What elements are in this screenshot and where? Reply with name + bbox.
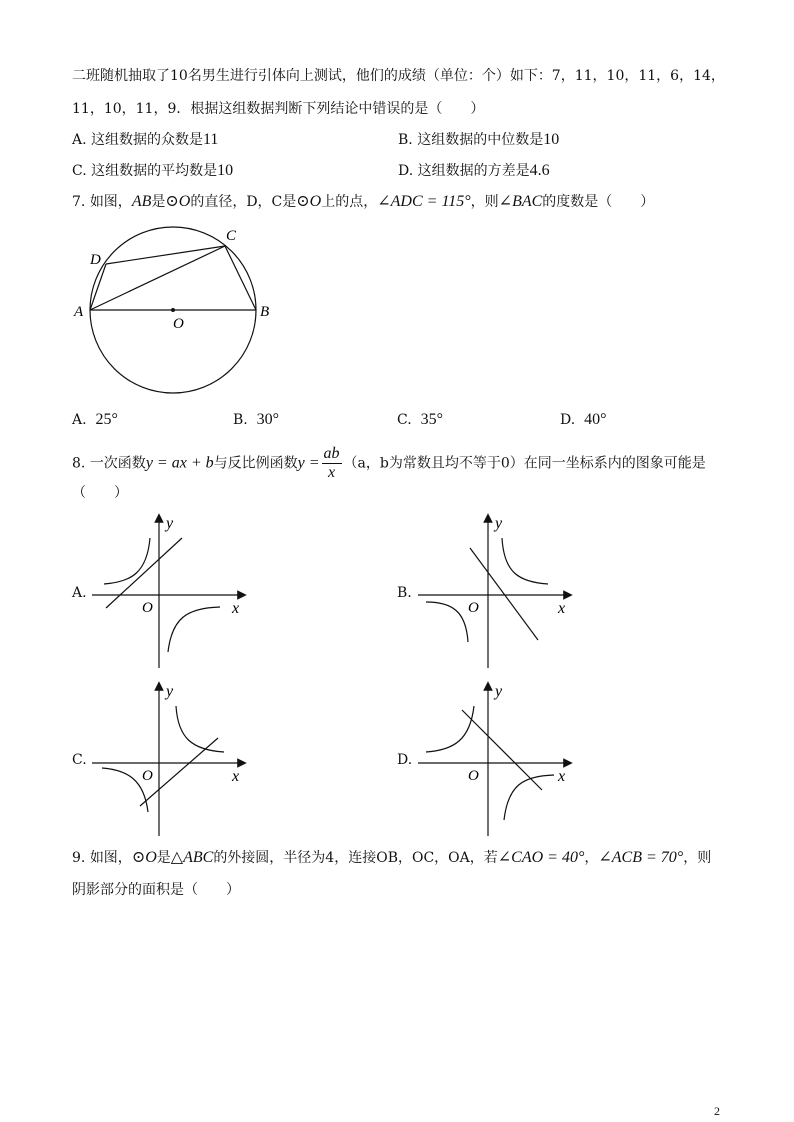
q6-option-c: C. 这组数据的平均数是10	[72, 162, 234, 179]
q8-graph-b-label: B.	[397, 585, 412, 601]
svg-text:O: O	[142, 768, 153, 784]
q6-line1: 二班随机抽取了10名男生进行引体向上测试，他们的成绩（单位：个）如下：7，11，10，11，6，14，	[72, 68, 725, 84]
svg-text:x: x	[232, 600, 240, 617]
svg-text:O: O	[468, 600, 479, 616]
svg-text:x: x	[558, 768, 566, 785]
q9-stem: 9. 如图，⊙O是△ABC的外接圆，半径为4，连接OB，OC，OA，若∠CAO = 40°，∠ACB = 70°，则	[72, 849, 712, 866]
label-b: B	[260, 304, 270, 320]
svg-text:y: y	[495, 683, 503, 700]
q8-graph-c	[92, 680, 252, 840]
q7-option-d: D. 40°	[560, 411, 607, 428]
q7-option-a: A. 25°	[72, 411, 118, 428]
q8-graph-d-label: D.	[397, 752, 413, 768]
q8-graph-a-label: A.	[72, 585, 87, 601]
svg-text:y: y	[495, 515, 503, 532]
svg-text:x: x	[232, 768, 240, 785]
q8-graph-b	[418, 512, 578, 672]
svg-text:y: y	[166, 515, 174, 532]
q7-option-b: B. 30°	[233, 411, 280, 428]
label-c: C	[226, 228, 237, 244]
q8-graph-c-label: C.	[72, 752, 87, 768]
label-o: O	[173, 316, 184, 332]
q6-option-d: D. 这组数据的方差是4.6	[398, 162, 550, 179]
page-number: 2	[714, 1104, 720, 1118]
svg-text:x: x	[558, 600, 566, 617]
q8-fraction: $\frac{ab}{x}$	[323, 445, 340, 481]
q7-option-c: C. 35°	[397, 411, 443, 428]
q6-option-b: B. 这组数据的中位数是10	[398, 131, 560, 148]
q8-stem: 8. 一次函数y = ax + b与反比例函数y = $\frac{ab}{x}$ （a，b为常数且均不等于0）在同一坐标系内的图象可能是	[72, 445, 706, 481]
svg-text:O: O	[468, 768, 479, 784]
q8-paren: （ ）	[72, 485, 128, 501]
label-a: A	[74, 304, 84, 320]
q6-line2: 11，10，11，9．根据这组数据判断下列结论中错误的是（ ）	[72, 101, 485, 117]
label-d: D	[90, 252, 101, 268]
q8-graph-d	[418, 680, 578, 840]
q7-circle-figure	[70, 222, 280, 402]
svg-text:O: O	[142, 600, 153, 616]
q9-line2: 阴影部分的面积是（ ）	[72, 882, 240, 898]
q8-graph-a	[92, 512, 252, 672]
svg-text:y: y	[166, 683, 174, 700]
q6-option-a: A. 这组数据的众数是11	[72, 131, 219, 148]
q7-stem: 7. 如图，AB是⊙O的直径，D，C是⊙O上的点，∠ADC = 115°，则∠BAC的度数是（ ）	[72, 193, 655, 210]
